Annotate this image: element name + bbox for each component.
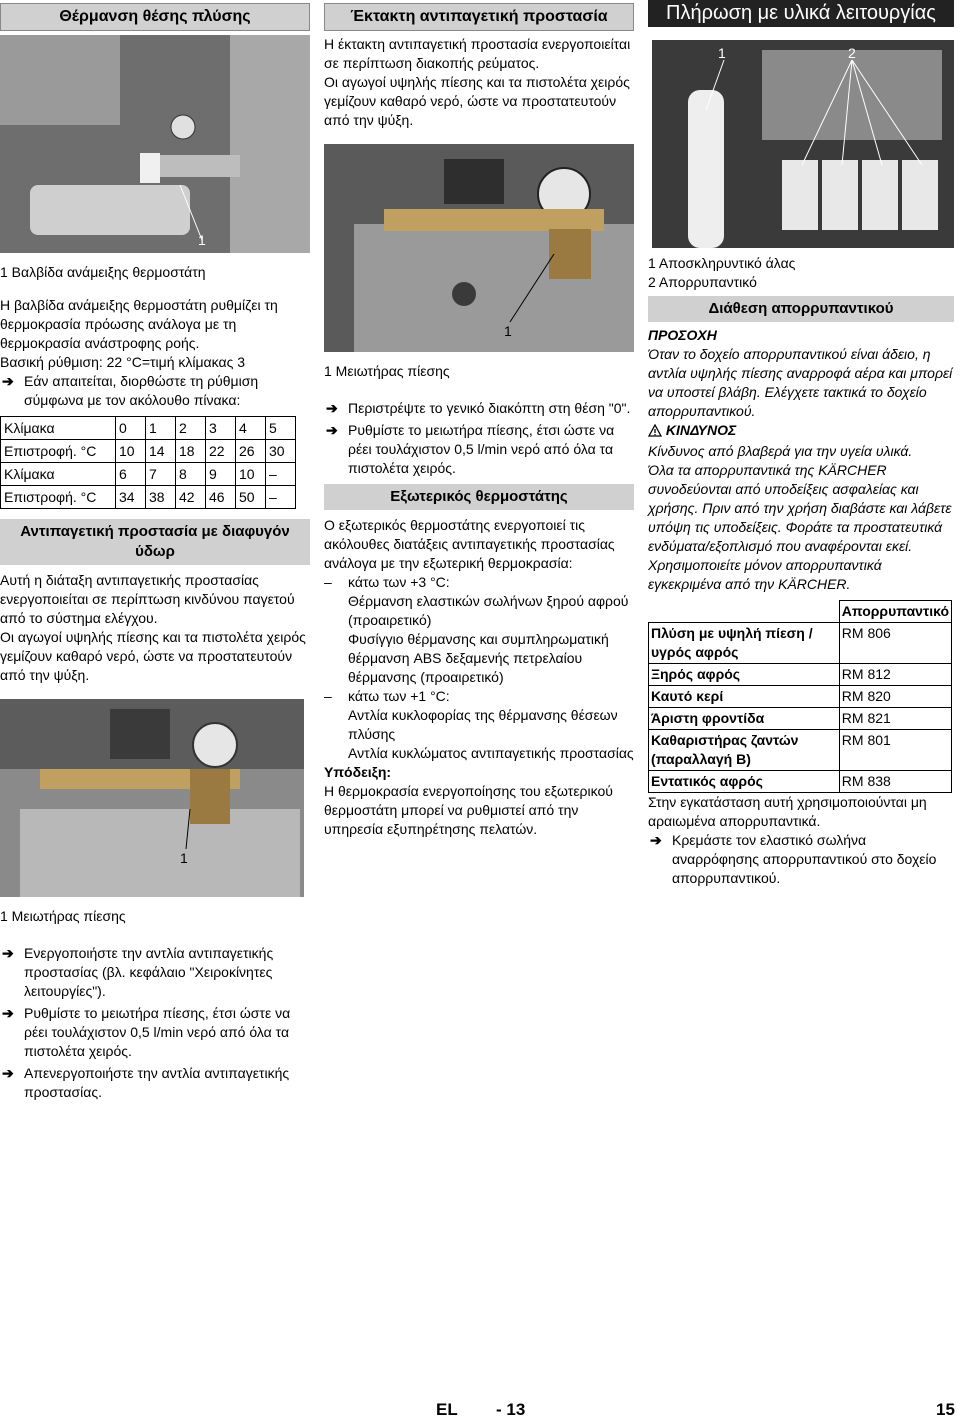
para-frost-activation: Αυτή η διάταξη αντιπαγετικής προστασίας ενεργοποιείται σε περίπτωση κινδύνου παγετού από το σύστημα ελέγχου.	[0, 572, 295, 626]
photo-containers	[652, 40, 954, 248]
step-item: ➔ Ρυθμίστε το μειωτήρα πίεσης, έτσι ώστε να ρέει τουλάχιστον 0,5 l/min νερό από όλα τα πιστολέτα χειρός.	[326, 422, 615, 476]
table-cell: 46	[206, 486, 236, 509]
table-cell: 6	[116, 463, 146, 486]
caption-pressure-reducer: 1 Μειωτήρας πίεσης	[324, 363, 450, 379]
arrow-icon: ➔	[2, 1005, 14, 1021]
footer-page-ref: - 13	[496, 1400, 526, 1419]
product-name: Καθαριστήρας ζαντών (παραλλαγή B)	[649, 730, 840, 771]
table-cell: 22	[206, 440, 236, 463]
danger-text	[648, 442, 954, 594]
footer-page-number: 15	[936, 1400, 955, 1419]
para-emergency-lines: Οι αγωγοί υψηλής πίεσης και τα πιστολέτα χειρός γεμίζουν καθαρό νερό, ώστε να προστατευτούν από την ψύξη.	[324, 74, 630, 128]
table-cell: 18	[176, 440, 206, 463]
arrow-icon: ➔	[2, 945, 14, 961]
photo-callout-2: 2	[848, 45, 856, 61]
step-item: ➔ Ενεργοποιήστε την αντλία αντιπαγετικής προστασίας (βλ. κεφάλαιο "Χειροκίνητες λειτουργίες").	[2, 945, 274, 999]
table-cell: 34	[116, 486, 146, 509]
para-valve-description: Η βαλβίδα ανάμειξης θερμοστάτη ρυθμίζει τη θερμοκρασία πρόωσης ανάλογα με τη θερμοκρασία ανάστροφης ροής.	[0, 297, 278, 351]
table-cell: 2	[176, 417, 206, 440]
product-code: RM 821	[839, 708, 951, 730]
steps-hose	[648, 831, 954, 888]
caution-label: ΠΡΟΣΟΧΗ	[648, 327, 717, 343]
table-cell: Κλίμακα	[1, 417, 116, 440]
table-row	[649, 686, 952, 708]
photo-pressure-reducer-2	[324, 144, 634, 352]
list-item: Φυσίγγιο θέρμανσης και συμπληρωματική θέρμανση ABS δεξαμενής πετρελαίου θέρμανσης (προαιρετικό)	[348, 631, 609, 685]
temp-threshold-3: – κάτω των +3 °C:	[324, 574, 450, 590]
table-cell: 42	[176, 486, 206, 509]
photo-callout-1: 1	[718, 45, 726, 61]
photo-pressure-reducer-1	[0, 699, 304, 897]
table-row	[649, 623, 952, 664]
table-cell	[649, 601, 840, 623]
table-header-row	[649, 601, 952, 623]
product-code: RM 812	[839, 664, 951, 686]
table-cell: 4	[236, 417, 266, 440]
caption-softener-salt: 1 Αποσκληρυντικό άλας	[648, 255, 796, 271]
step-item: ➔ Περιστρέψτε το γενικό διακόπτη στη θέση "0".	[326, 400, 631, 416]
table-cell: 30	[266, 440, 296, 463]
product-name: Εντατικός αφρός	[649, 771, 840, 793]
product-name: Ξηρός αφρός	[649, 664, 840, 686]
table-row	[1, 417, 296, 440]
step-item: ➔ Ρυθμίστε το μειωτήρα πίεσης, έτσι ώστε να ρέει τουλάχιστον 0,5 l/min νερό από όλα τα πιστολέτα χειρός.	[2, 1005, 291, 1059]
photo-thermostat-valve	[0, 35, 310, 253]
table-cell: Επιστροφή. °C	[1, 440, 116, 463]
table-row	[649, 730, 952, 771]
table-cell: 3	[206, 417, 236, 440]
para-basic-setting: Βασική ρύθμιση: 22 °C=τιμή κλίμακας 3	[0, 354, 245, 370]
table-cell: 0	[116, 417, 146, 440]
detergent-table	[648, 600, 952, 793]
table-cell: 8	[176, 463, 206, 486]
danger-heading	[648, 421, 954, 442]
footer-lang: EL	[436, 1400, 458, 1419]
column-right	[648, 0, 954, 891]
photo-thermostat-valve-drawing	[0, 35, 310, 253]
product-name: Πλύση με υψηλή πίεση / υγρός αφρός	[649, 623, 840, 664]
para-external-thermostat: Ο εξωτερικός θερμοστάτης ενεργοποιεί τις ακόλουθες διατάξεις αντιπαγετικής προστασίας ανάλογα με την εξωτερική θερμοκρασία:	[324, 517, 615, 571]
para-hp-lines: Οι αγωγοί υψηλής πίεσης και τα πιστολέτα χειρός γεμίζουν καθαρό νερό, ώστε να προστατευτούν από την ψύξη.	[0, 629, 306, 683]
table-cell: 7	[146, 463, 176, 486]
caption-detergent: 2 Απορρυπαντικό	[648, 274, 757, 290]
section-title-heating: Θέρμανση θέσης πλύσης	[0, 3, 310, 31]
photo-callout-1: 1	[504, 323, 512, 339]
caption-thermostat-valve: 1 Βαλβίδα ανάμειξης θερμοστάτη	[0, 264, 206, 280]
threshold-3-items	[324, 592, 634, 687]
table-cell: 26	[236, 440, 266, 463]
table-cell: 1	[146, 417, 176, 440]
product-name: Άριστη φροντίδα	[649, 708, 840, 730]
product-code: RM 820	[839, 686, 951, 708]
table-cell: 9	[206, 463, 236, 486]
threshold-1-items	[324, 706, 634, 763]
note-title: Υπόδειξη:	[324, 764, 392, 780]
section-title-operating-materials: Πλήρωση με υλικά λειτουργίας	[648, 0, 954, 27]
temp-threshold-1: – κάτω των +1 °C:	[324, 688, 450, 704]
column-middle	[324, 0, 634, 839]
product-code: RM 838	[839, 771, 951, 793]
table-cell: 10	[116, 440, 146, 463]
list-item: Όλα τα απορρυπαντικά της KÄRCHER συνοδεύονται από υποδείξεις ασφαλείας και χρήσης. Πριν από την χρήση διαβάστε και λάβετε υπόψη τις υποδείξεις. Φοράτε τα προστατευτικά ενδύματα/εξοπλισμό που αναφέρονται εκεί.	[648, 462, 952, 554]
table-row	[649, 771, 952, 793]
danger-label: ΚΙΝΔΥΝΟΣ	[665, 422, 737, 438]
para-undiluted: Στην εγκατάσταση αυτή χρησιμοποιούνται μη αραιωμένα απορρυπαντικά.	[648, 794, 927, 829]
photo-containers-drawing	[652, 40, 954, 248]
table-cell: 50	[236, 486, 266, 509]
step-item: ➔ Κρεμάστε τον ελαστικό σωλήνα αναρρόφησης απορρυπαντικού στο δοχείο απορρυπαντικού.	[650, 832, 937, 886]
table-row	[1, 486, 296, 509]
photo-pressure-reducer-1-drawing	[0, 699, 304, 897]
table-row	[649, 708, 952, 730]
column-left	[0, 0, 310, 1105]
list-item: Κίνδυνος από βλαβερά για την υγεία υλικά.	[648, 443, 913, 459]
table-row	[1, 463, 296, 486]
steps-frost-pump	[0, 944, 310, 1102]
table-row	[1, 440, 296, 463]
arrow-icon: ➔	[326, 422, 338, 438]
table-cell: Κλίμακα	[1, 463, 116, 486]
table-cell: –	[266, 463, 296, 486]
product-name: Καυτό κερί	[649, 686, 840, 708]
para-emergency-activation: Η έκτακτη αντιπαγετική προστασία ενεργοποιείται σε περίπτωση διακοπής ρεύματος.	[324, 36, 631, 71]
step-item: ➔ Απενεργοποιήστε την αντλία αντιπαγετικής προστασίας.	[2, 1065, 290, 1100]
section-title-emergency-frost: Έκτακτη αντιπαγετική προστασία	[324, 3, 634, 31]
product-code: RM 806	[839, 623, 951, 664]
subsection-title-detergent: Διάθεση απορρυπαντικού	[648, 296, 954, 322]
list-item: Αντλία κυκλοφορίας της θέρμανσης θέσεων πλύσης	[348, 707, 618, 742]
table-cell: 14	[146, 440, 176, 463]
arrow-icon: ➔	[2, 373, 14, 389]
table-row	[649, 664, 952, 686]
list-item: Χρησιμοποιείτε μόνον απορρυπαντικά εγκεκριμένα από την KÄRCHER.	[648, 557, 882, 592]
table-cell: –	[266, 486, 296, 509]
subsection-title-frost-drain: Αντιπαγετική προστασία με διαφυγόν ύδωρ	[0, 519, 310, 565]
step-item: ➔ Εάν απαιτείται, διορθώστε τη ρύθμιση σύμφωνα με τον ακόλουθο πίνακα:	[2, 373, 259, 408]
steps-correction	[0, 372, 310, 410]
table-header-detergent: Απορρυπαντικό	[839, 601, 951, 623]
list-item: Αντλία κυκλώματος αντιπαγετικής προστασίας	[348, 745, 634, 761]
photo-callout-1: 1	[180, 850, 188, 866]
photo-pressure-reducer-2-drawing	[324, 144, 634, 352]
table-cell: Επιστροφή. °C	[1, 486, 116, 509]
steps-emergency	[324, 399, 634, 478]
caution-text: Όταν το δοχείο απορρυπαντικού είναι άδειο, η αντλία υψηλής πίεσης αναρροφά αέρα και μπορεί να υποστεί βλάβη. Ελέγχετε τακτικά το δοχείο απορρυπαντικού.	[648, 346, 953, 419]
warning-triangle-icon	[648, 423, 662, 442]
product-code: RM 801	[839, 730, 951, 771]
scale-table	[0, 416, 296, 509]
table-cell: 38	[146, 486, 176, 509]
caption-pressure-reducer: 1 Μειωτήρας πίεσης	[0, 908, 126, 924]
arrow-icon: ➔	[2, 1065, 14, 1081]
table-cell: 10	[236, 463, 266, 486]
note-text: Η θερμοκρασία ενεργοποίησης του εξωτερικού θερμοστάτη μπορεί να ρυθμιστεί από την υπηρεσία εξυπηρέτησης πελατών.	[324, 783, 613, 837]
photo-callout-1: 1	[198, 232, 206, 248]
arrow-icon: ➔	[326, 400, 338, 416]
arrow-icon: ➔	[650, 832, 662, 848]
list-item: Θέρμανση ελαστικών σωλήνων ξηρού αφρού (προαιρετικό)	[348, 593, 629, 628]
table-cell: 5	[266, 417, 296, 440]
subsection-title-external-thermostat: Εξωτερικός θερμοστάτης	[324, 484, 634, 510]
